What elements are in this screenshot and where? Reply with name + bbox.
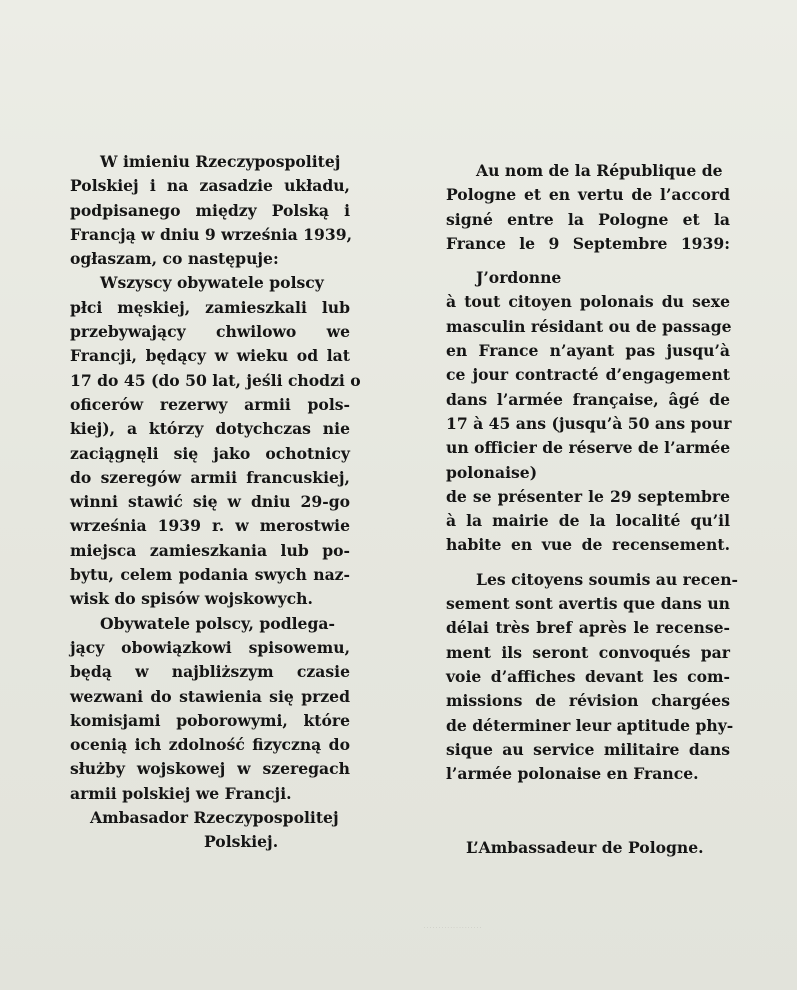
french-para2-line: missions de révision chargées bbox=[446, 691, 730, 711]
french-para1-line: ce jour contracté d’engagement bbox=[446, 365, 730, 385]
spacer bbox=[446, 256, 730, 266]
polish-para1-line: wisk do spisów wojskowych. bbox=[70, 589, 313, 609]
french-signature: L’Ambassadeur de Pologne. bbox=[466, 838, 704, 858]
printer-imprint: · · · · · · · · · · · · · · · · · · · · bbox=[424, 925, 482, 930]
french-para2-line: voie d’affiches devant les com- bbox=[446, 666, 730, 686]
polish-para1-line: września 1939 r. w merostwie bbox=[70, 516, 350, 536]
french-para1-line: un officier de réserve de l’armée bbox=[446, 438, 731, 458]
french-para1-line: masculin résidant ou de passage bbox=[446, 316, 732, 336]
spacer bbox=[446, 558, 730, 568]
french-para1-line: habite en vue de recensement. bbox=[446, 535, 730, 555]
french-para2-line: ment ils seront convoqués par bbox=[446, 642, 730, 662]
polish-para1-line: do szeregów armii francuskiej, bbox=[70, 467, 350, 487]
french-intro-line: Au nom de la République de bbox=[476, 161, 723, 180]
polish-para1-line: 17 do 45 (do 50 lat, jeśli chodzi o bbox=[70, 370, 361, 390]
polish-signature-line: Ambasador Rzeczypospolitej bbox=[90, 808, 339, 828]
polish-para2-line: służby wojskowej w szeregach bbox=[70, 759, 350, 779]
french-column bbox=[446, 159, 739, 861]
french-para2-line: de déterminer leur aptitude phy- bbox=[446, 715, 734, 735]
french-para2-line: Les citoyens soumis au recen- bbox=[476, 569, 739, 589]
polish-para1-line: zaciągnęli się jako ochotnicy bbox=[70, 443, 350, 463]
french-para1-line: de se présenter le 29 septembre bbox=[446, 486, 730, 506]
polish-para1-line: oficerów rezerwy armii pols- bbox=[70, 394, 350, 414]
polish-para2-line: wezwani do stawienia się przed bbox=[70, 686, 350, 706]
french-para1-line: à la mairie de la localité qu’il bbox=[446, 511, 730, 531]
polish-para1-line: Wszyscy obywatele polscy bbox=[100, 273, 324, 293]
french-para2-line: sique au service militaire dans bbox=[446, 739, 730, 759]
polish-para1-line: Francji, będący w wieku od lat bbox=[70, 346, 350, 366]
polish-para2-line: jący obowiązkowi spisowemu, bbox=[70, 637, 350, 657]
french-intro-line: Pologne et en vertu de l’accord bbox=[446, 185, 730, 205]
french-para1-line: à tout citoyen polonais du sexe bbox=[446, 292, 730, 312]
french-para2-line: l’armée polonaise en France. bbox=[446, 764, 699, 784]
polish-column bbox=[70, 150, 361, 855]
polish-para2-line: armii polskiej we Francji. bbox=[70, 783, 292, 803]
french-para1-line: dans l’armée française, âgé de bbox=[446, 389, 730, 409]
polish-para1-line: przebywający chwilowo we bbox=[70, 322, 350, 342]
french-para2-line: délai très bref après le recense- bbox=[446, 618, 730, 638]
french-para1-line: 17 à 45 ans (jusqu’à 50 ans pour bbox=[446, 413, 732, 433]
french-ordonne: J’ordonne bbox=[476, 268, 562, 288]
polish-para1-line: kiej), a którzy dotychczas nie bbox=[70, 419, 350, 439]
french-intro-line: France le 9 Septembre 1939: bbox=[446, 233, 730, 253]
polish-para2-line: będą w najbliższym czasie bbox=[70, 662, 350, 682]
polish-para1-line: miejsca zamieszkania lub po- bbox=[70, 540, 350, 560]
french-para1-line: en France n’ayant pas jusqu’à bbox=[446, 341, 730, 361]
polish-para2-line: Obywatele polscy, podlega- bbox=[100, 613, 335, 633]
polish-intro-line: Francją w dniu 9 września 1939, bbox=[70, 224, 353, 244]
polish-intro-line: ogłaszam, co następuje: bbox=[70, 249, 279, 269]
french-para1-line: polonaise) bbox=[446, 462, 538, 482]
french-para2-line: sement sont avertis que dans un bbox=[446, 594, 730, 614]
polish-signature-line: Polskiej. bbox=[204, 832, 279, 852]
polish-intro-line: Polskiej i na zasadzie układu, bbox=[70, 176, 350, 196]
polish-para1-line: winni stawić się w dniu 29-go bbox=[70, 492, 350, 512]
polish-intro-line: podpisanego między Polską i bbox=[70, 200, 350, 220]
polish-para1-line: płci męskiej, zamieszkali lub bbox=[70, 297, 350, 317]
spacer bbox=[446, 786, 730, 836]
french-intro-line: signé entre la Pologne et la bbox=[446, 209, 730, 229]
polish-para1-line: bytu, celem podania swych naz- bbox=[70, 565, 350, 585]
polish-intro-line: W imieniu Rzeczypospolitej bbox=[100, 152, 341, 171]
polish-para2-line: ocenią ich zdolność fizyczną do bbox=[70, 735, 350, 755]
polish-para2-line: komisjami poborowymi, które bbox=[70, 710, 350, 730]
